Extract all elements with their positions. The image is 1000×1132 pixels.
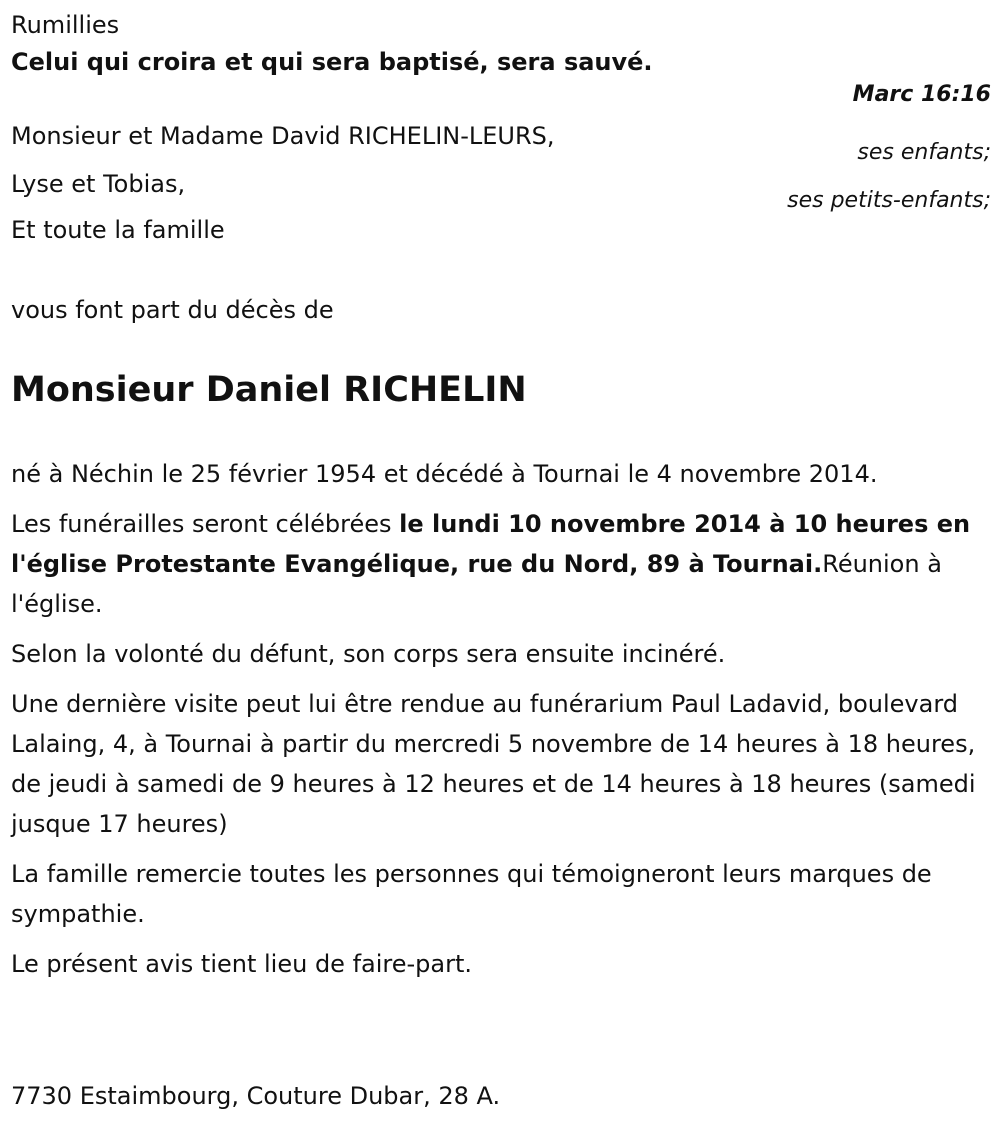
funeral-details: le lundi 10 novembre 2014 à 10 heures en l'église Protestante Evangélique, rue du Nord, 89 à Tournai. <box>11 510 971 578</box>
verse-reference: Marc 16:16 <box>852 82 991 107</box>
visit-paragraph: Une dernière visite peut lui être rendue au funérarium Paul Ladavid, boulevard Lalaing, 4, à Tournai à partir du mercredi 5 novembre de 14 heures à 18 heures, de jeudi à samedi de 9 heures à 12 heures et de 14 heures à 18 heures (samedi jusque 17 heures) <box>11 690 976 838</box>
family-name-rest: Et toute la famille <box>11 216 225 244</box>
funeral-intro: Les funérailles seront célébrées <box>11 510 400 538</box>
announcement-line: vous font part du décès de <box>11 296 334 324</box>
family-relation-grandchildren: ses petits-enfants; <box>787 188 991 213</box>
funeral-meeting: Réunion à l'église. <box>11 550 942 618</box>
thanks-paragraph: La famille remercie toutes les personnes qui témoigneront leurs marques de sympathie. <box>11 860 932 928</box>
notice-paragraph: Le présent avis tient lieu de faire-part. <box>11 950 473 978</box>
family-address: 7730 Estaimbourg, Couture Dubar, 28 A. <box>11 1082 501 1110</box>
cremation-paragraph: Selon la volonté du défunt, son corps sera ensuite incinéré. <box>11 640 726 668</box>
family-relation-children: ses enfants; <box>857 140 991 165</box>
family-name-children: Monsieur et Madame David RICHELIN-LEURS, <box>11 122 555 150</box>
family-group-children <box>11 116 991 168</box>
bible-verse: Celui qui croira et qui sera baptisé, sera sauvé. <box>11 48 653 76</box>
family-name-grandchildren: Lyse et Tobias, <box>11 170 186 198</box>
funeral-paragraph <box>11 504 991 624</box>
obituary-notice <box>11 0 991 1110</box>
family-group-grandchildren <box>11 164 991 216</box>
location-line: Rumillies <box>11 11 120 39</box>
birth-death-paragraph: né à Néchin le 25 février 1954 et décédé à Tournai le 4 novembre 2014. <box>11 460 878 488</box>
deceased-name: Monsieur Daniel RICHELIN <box>11 370 527 410</box>
